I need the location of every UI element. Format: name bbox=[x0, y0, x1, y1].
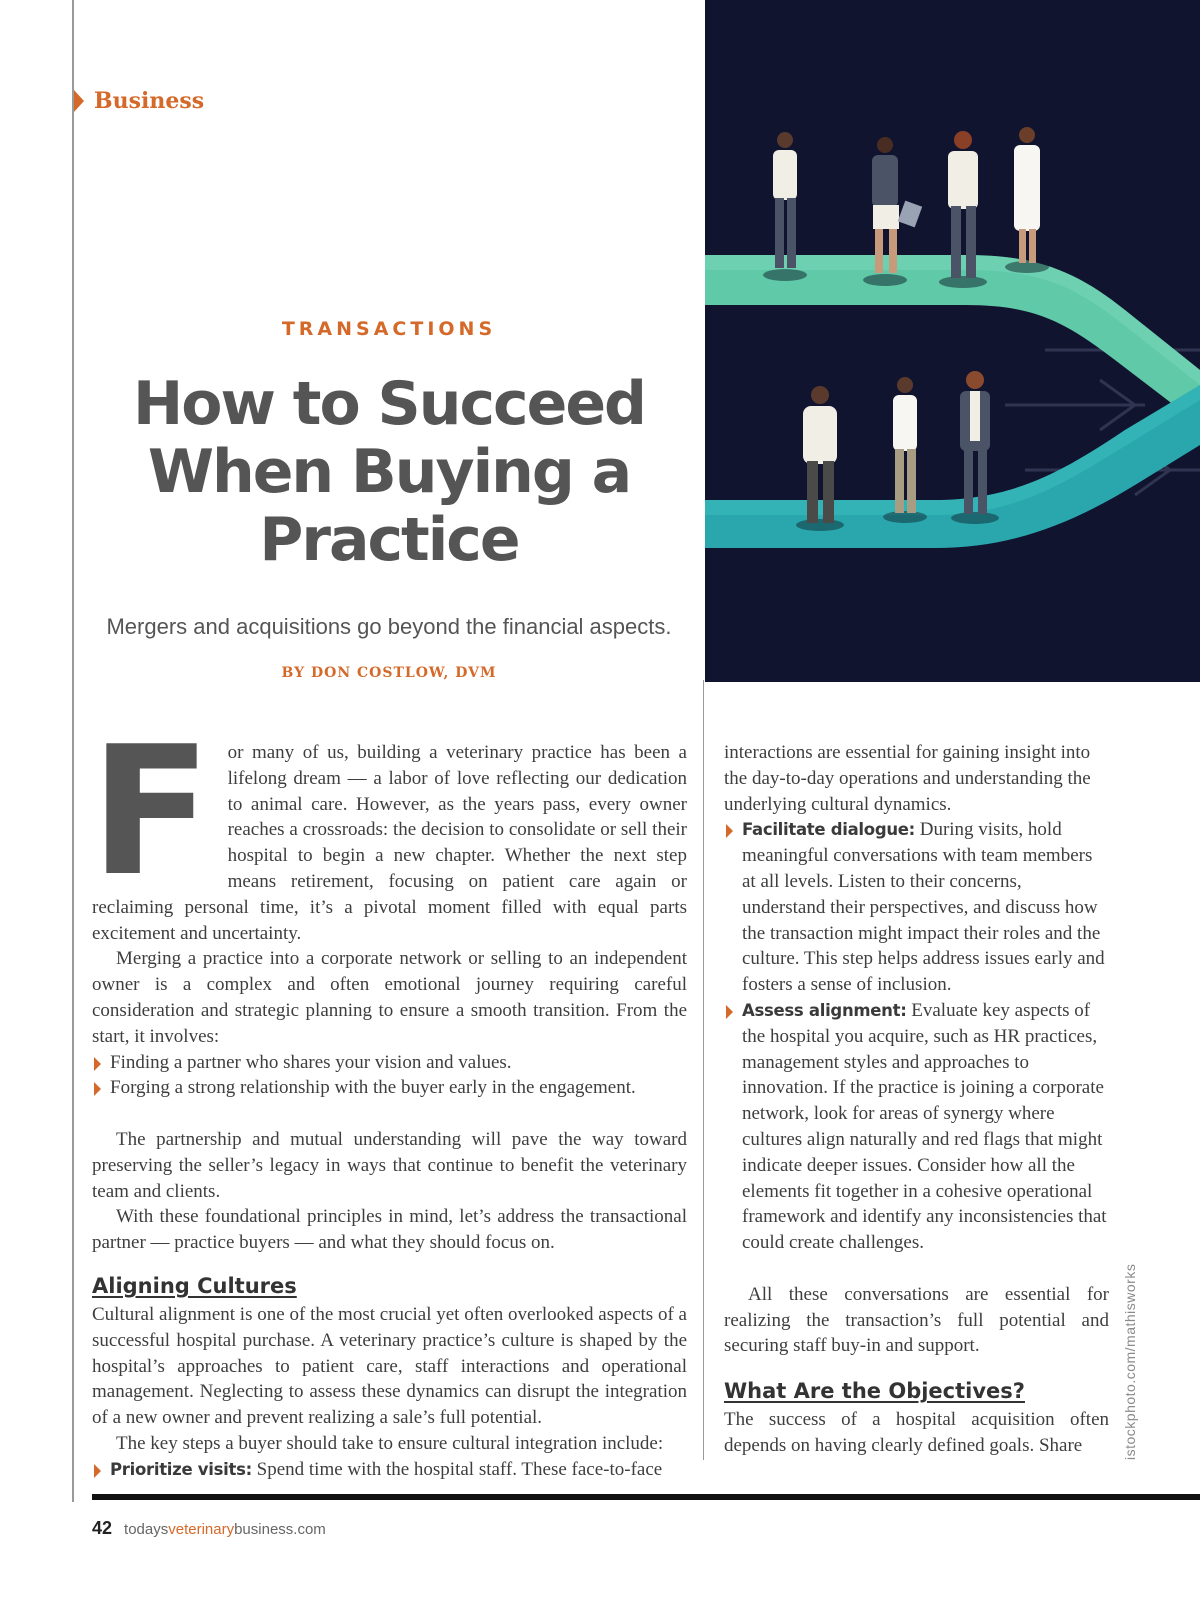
bullet-text: During visits, hold meaningful conversations with team members at all levels. Listen to their concerns, understand their perspectives, and discuss how the transaction might impact their roles and the culture. This step helps address issues early and fosters a sense of inclusion. bbox=[742, 819, 1105, 996]
paragraph: Merging a practice into a corporate network or selling to an independent owner is a complex and often emotional journey requiring careful consideration and strategic planning to ensure a smooth transition. From the start, it involves: bbox=[92, 948, 687, 1047]
paragraph: The key steps a buyer should take to ensure cultural integration include: bbox=[116, 1432, 664, 1454]
bullet-lead: Facilitate dialogue: bbox=[742, 820, 915, 840]
bullet-item bbox=[724, 998, 1109, 1256]
bullet-item bbox=[92, 1050, 687, 1076]
website bbox=[124, 1521, 326, 1538]
bullet-text: Forging a strong relationship with the buyer early in the engagement. bbox=[110, 1077, 636, 1099]
paragraph: The partnership and mutual understanding will pave the way toward preserving the seller’s legacy in ways that continue to benefit the veterinary team and clients. bbox=[92, 1128, 687, 1202]
left-margin-rule bbox=[72, 0, 74, 1502]
drop-cap: F bbox=[90, 708, 212, 915]
page-number: 42 bbox=[92, 1518, 113, 1538]
section-label: Business bbox=[94, 88, 205, 114]
bullet-item bbox=[92, 1075, 687, 1101]
bullet-lead: Prioritize visits: bbox=[110, 1459, 252, 1479]
deck: Mergers and acquisitions go beyond the financial aspects. bbox=[106, 614, 672, 639]
bullet-text: Evaluate key aspects of the hospital you acquire, such as HR practices, management styles and approaches to innovation. If the practice is joining a corporate network, look for areas of synergy where cultures align naturally and red flags that might indicate deeper issues. Consider how all the elements fit together in a cohesive operational framework and identify any inconsistencies that could create challenges. bbox=[742, 999, 1107, 1254]
paragraph: The success of a hospital acquisition often depends on having clearly defined goals. Share bbox=[724, 1409, 1109, 1456]
photo-credit: istockphoto.com/mathisworks bbox=[1122, 1263, 1138, 1460]
paragraph: Cultural alignment is one of the most crucial yet often overlooked aspects of a successful hospital purchase. A veterinary practice’s culture is shaped by the hospital’s approaches to patient care, staff interactions and operational management. Neglecting to assess these dynamics can disrupt the integration of a new owner and prevent realizing a sale’s full potential. bbox=[92, 1303, 687, 1429]
website-accent: veterinary bbox=[168, 1521, 235, 1538]
column-divider bbox=[703, 680, 704, 1460]
paragraph: All these conversations are essential for realizing the transaction’s full potential and securing staff buy-in and support. bbox=[724, 1283, 1109, 1357]
bullet-text: Finding a partner who shares your vision and values. bbox=[110, 1051, 512, 1073]
section-tag bbox=[74, 88, 204, 114]
website-suffix: business.com bbox=[234, 1521, 326, 1538]
page-footer bbox=[92, 1518, 326, 1539]
subhead-aligning-cultures: Aligning Cultures bbox=[92, 1273, 297, 1298]
footer-rule bbox=[92, 1494, 1200, 1500]
kicker: TRANSACTIONS bbox=[281, 318, 497, 340]
bullet-item bbox=[724, 817, 1109, 998]
website-prefix: todays bbox=[124, 1521, 169, 1538]
bullet-lead: Assess alignment: bbox=[742, 1000, 907, 1020]
body-column-1 bbox=[90, 708, 687, 1483]
headline: How to Succeed When Buying a Practice bbox=[133, 369, 645, 575]
paragraph: or many of us, building a veterinary practice has been a lifelong dream — a labor of love reflecting our dedication to animal care. However, as the years pass, every owner reaches a crossroads: the decision to consolidate or sell their hospital to begin a new chapter. Whether the next step means retirement, focusing on patient care again or reclaiming personal time, it’s a pivotal moment filled with equal parts excitement and uncertainty. bbox=[92, 742, 687, 944]
bullet-item bbox=[92, 1457, 687, 1483]
bullet-text: Spend time with the hospital staff. These face-to-face bbox=[251, 1458, 663, 1480]
byline: BY DON COSTLOW, DVM bbox=[281, 665, 497, 681]
paragraph: interactions are essential for gaining insight into the day-to-day operations and understanding the underlying cultural dynamics. bbox=[724, 742, 1091, 815]
section-arrow-icon bbox=[74, 90, 84, 112]
subhead-objectives: What Are the Objectives? bbox=[724, 1379, 1025, 1404]
people-on-paths-illustration bbox=[705, 0, 1200, 682]
paragraph: With these foundational principles in mind, let’s address the transactional partner — practice buyers — and what they should focus on. bbox=[92, 1206, 687, 1254]
hero-illustration bbox=[705, 0, 1200, 682]
body-column-2 bbox=[724, 740, 1109, 1459]
